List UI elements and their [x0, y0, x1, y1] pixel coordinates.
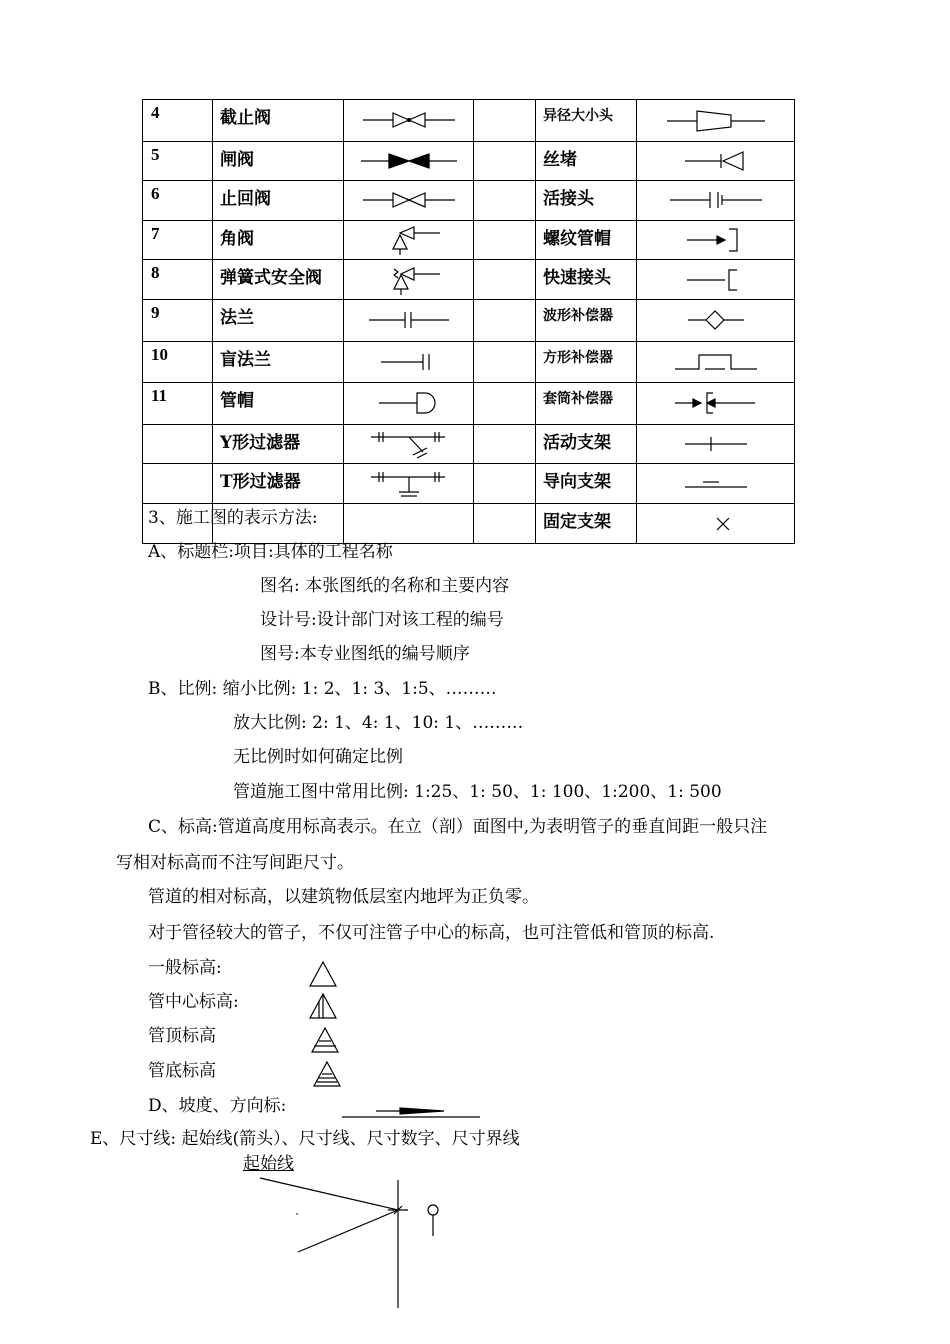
check-valve-icon: [361, 189, 457, 211]
symbol-name: 套筒补偿器: [536, 383, 637, 425]
scale-common-text: 管道施工图中常用比例: 1:25、1: 50、1: 100、1:200、1: 500: [233, 782, 722, 802]
slope-direction-icon: [340, 1104, 482, 1120]
row-number: 6: [143, 181, 213, 221]
drawing-number-text: 图号:本专业图纸的编号顺序: [260, 644, 470, 664]
plug-icon: [681, 148, 751, 174]
elevation-text-4: 对于管径较大的管子，不仅可注管子中心的标高，也可注管低和管顶的标高.: [148, 923, 715, 943]
symbol-name: 方形补偿器: [536, 341, 637, 383]
symbol-name: 盲法兰: [213, 341, 344, 383]
angle-valve-icon: [374, 225, 444, 255]
gate-valve-icon: [359, 150, 459, 172]
row-number: 10: [143, 341, 213, 383]
symbol-name: 固定支架: [536, 503, 637, 543]
symbol-name: 闸阀: [213, 141, 344, 181]
symbol-name: 丝堵: [536, 141, 637, 181]
top-elevation-icon: [310, 1026, 340, 1054]
t-strainer-icon: [369, 468, 449, 500]
table-row: [143, 383, 795, 425]
symbol-name: 弹簧式安全阀: [213, 260, 344, 300]
symbol-name: 角阀: [213, 220, 344, 260]
general-elevation-icon: [308, 960, 338, 988]
row-number: [143, 464, 213, 504]
row-number: 11: [143, 383, 213, 425]
scale-enlarge-text: 放大比例: 2: 1、4: 1、10: 1、………: [233, 713, 524, 733]
row-number: 7: [143, 220, 213, 260]
bottom-elevation-icon: [312, 1060, 342, 1088]
symbol-name: 活动支架: [536, 424, 637, 464]
slope-label: D、坡度、方向标:: [148, 1096, 287, 1116]
center-elevation-icon: [308, 992, 338, 1020]
square-compensator-icon: [671, 349, 761, 375]
symbol-name: 截止阀: [213, 100, 344, 142]
fixed-support-icon: [681, 512, 751, 534]
row-number: [143, 424, 213, 464]
symbol-name: T形过滤器: [213, 464, 344, 504]
table-row: [143, 141, 795, 181]
globe-valve-icon: [361, 109, 457, 131]
row-number: 4: [143, 100, 213, 142]
symbol-name: 管帽: [213, 383, 344, 425]
symbol-name: 螺纹管帽: [536, 220, 637, 260]
union-icon: [666, 187, 766, 213]
section-heading: 3、施工图的表示方法:: [148, 508, 318, 528]
elevation-text-3: 管道的相对标高，以建筑物低层室内地坪为正负零。: [148, 887, 539, 907]
start-line-label: 起始线: [243, 1154, 294, 1174]
guide-support-icon: [681, 473, 751, 495]
symbol-name: Y形过滤器: [213, 424, 344, 464]
bottom-elevation-label: 管底标高: [148, 1061, 216, 1081]
row-number: 9: [143, 299, 213, 341]
symbol-name: 异径大小头: [536, 100, 637, 142]
symbol-name: 止回阀: [213, 181, 344, 221]
table-row: [143, 424, 795, 464]
y-strainer-icon: [369, 428, 449, 460]
row-number: 5: [143, 141, 213, 181]
bellows-compensator-icon: [686, 308, 746, 332]
symbol-name: 导向支架: [536, 464, 637, 504]
general-elevation-label: 一般标高:: [148, 958, 222, 978]
sleeve-compensator-icon: [671, 389, 761, 417]
symbol-table: [142, 99, 795, 544]
symbol-name: 法兰: [213, 299, 344, 341]
design-number-text: 设计号:设计部门对该工程的编号: [260, 610, 504, 630]
table-row: [143, 100, 795, 142]
elevation-text-2: 写相对标高而不注写间距尺寸。: [116, 853, 354, 873]
quick-coupling-icon: [681, 266, 751, 294]
drawing-name-text: 图名: 本张图纸的名称和主要内容: [260, 576, 510, 596]
safety-valve-icon: [374, 265, 444, 295]
flange-icon: [367, 308, 451, 332]
symbol-name: 快速接头: [536, 260, 637, 300]
title-block-label: A、标题栏:项目:具体的工程名称: [148, 542, 393, 562]
reducer-icon: [661, 107, 771, 133]
table-row: [143, 341, 795, 383]
symbol-name: 活接头: [536, 181, 637, 221]
table-row: [143, 181, 795, 221]
table-row: [143, 220, 795, 260]
row-number: 8: [143, 260, 213, 300]
table-row: [143, 299, 795, 341]
scale-reduce-text: B、比例: 缩小比例: 1: 2、1: 3、1:5、………: [148, 679, 497, 699]
table-row: [143, 464, 795, 504]
sliding-support-icon: [681, 433, 751, 455]
threaded-cap-icon: [681, 225, 751, 255]
pipe-cap-icon: [377, 390, 441, 416]
scale-none-text: 无比例时如何确定比例: [233, 747, 403, 767]
top-elevation-label: 管顶标高: [148, 1026, 216, 1046]
symbol-name: 波形补偿器: [536, 299, 637, 341]
dimension-diagram: [250, 1170, 460, 1315]
table-row: [143, 260, 795, 300]
dimension-label: E、尺寸线: 起始线(箭头）、尺寸线、尺寸数字、尺寸界线: [90, 1129, 520, 1149]
center-elevation-label: 管中心标高:: [148, 992, 239, 1012]
elevation-text-1: C、标高:管道高度用标高表示。在立（剖）面图中,为表明管子的垂直间距一般只注: [148, 817, 768, 837]
blind-flange-icon: [379, 350, 439, 374]
